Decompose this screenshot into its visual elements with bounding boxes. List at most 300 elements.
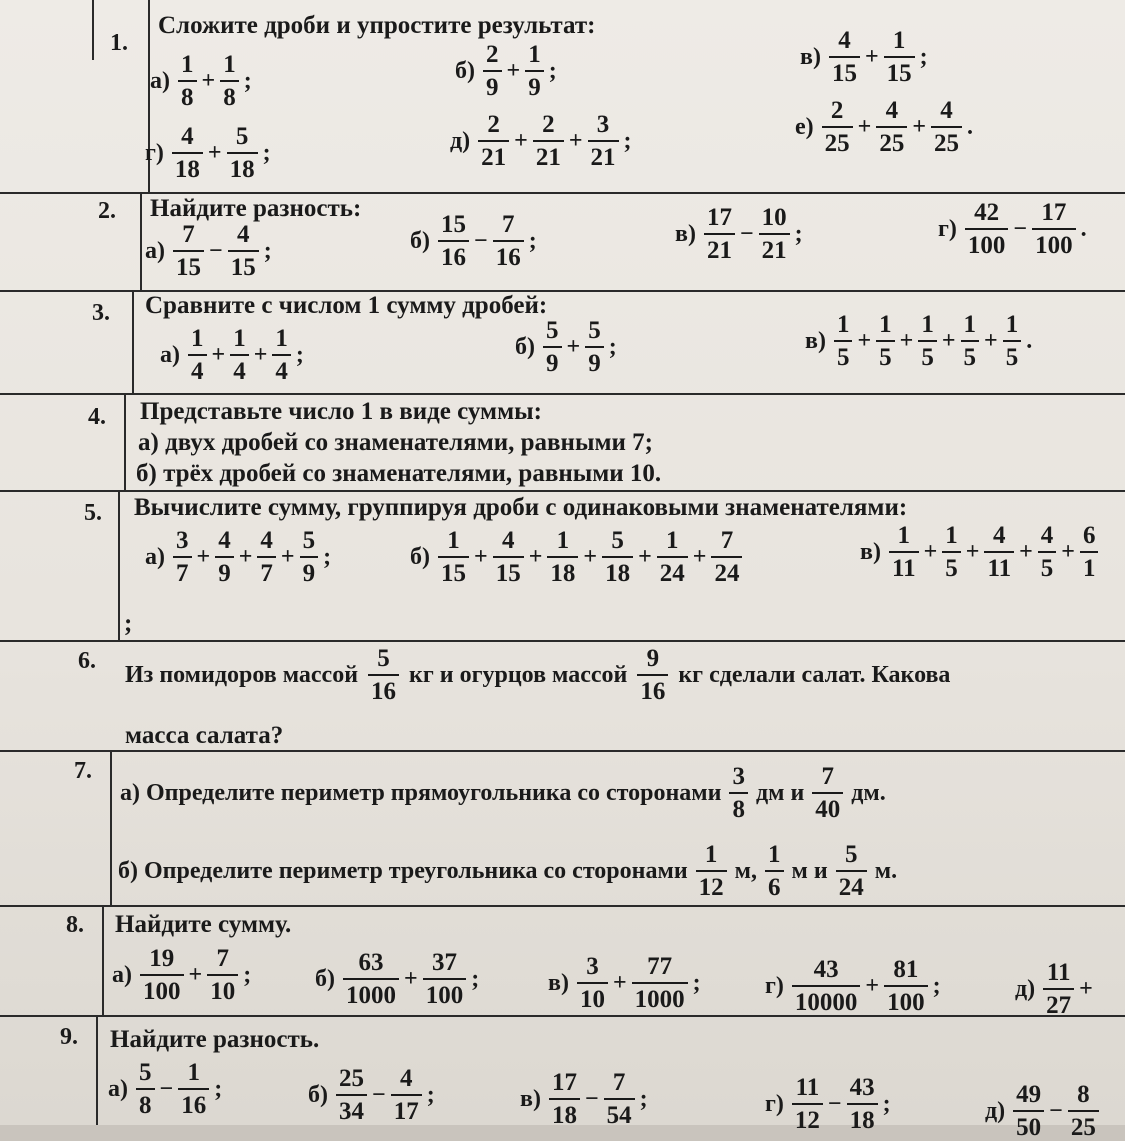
fraction-bar [525,70,544,72]
numerator: 4 [501,527,515,554]
fraction-bar [178,1088,209,1090]
fraction-bar [220,80,239,82]
problem-label: г) [145,139,164,166]
denominator: 16 [181,1092,207,1119]
numerator: 1 [666,527,679,554]
problem-label: в) [800,43,821,70]
denominator: 5 [945,555,958,582]
punctuation: ; [548,57,557,84]
numerator: 63 [358,949,384,976]
numerator: 37 [431,949,457,976]
problem-9d [985,1082,1101,1140]
denominator: 9 [486,74,499,101]
denominator: 100 [143,978,181,1005]
denominator: 16 [441,244,466,271]
fraction [1080,523,1099,581]
denominator: 5 [921,344,934,371]
problem-label: г) [765,1090,784,1117]
denominator: 18 [849,1107,875,1134]
denominator: 9 [588,350,601,377]
numerator: 2 [486,41,499,68]
fraction-bar [215,556,234,558]
problem-9b [308,1066,435,1124]
fraction [1068,1082,1099,1140]
numerator: 3 [176,527,189,554]
punctuation: ; [639,1085,648,1112]
denominator: 25 [1070,1114,1096,1141]
denominator: 15 [831,60,857,87]
fraction [215,528,234,586]
task-6-line2: масса салата? [125,722,284,749]
fraction-bar [172,152,203,154]
numerator: 17 [551,1069,577,1096]
fraction [711,528,742,586]
operator: + [253,341,268,368]
numerator: 7 [182,221,195,248]
fraction-bar [792,1103,823,1105]
fraction-bar [602,556,633,558]
numerator: 1 [275,325,288,352]
problem-label: а) [145,237,165,264]
stray-semicolon: ; [124,610,133,637]
denominator: 18 [605,560,631,587]
punctuation: ; [608,333,617,360]
task-line-a: а) двух дробей со знаменателями, равными 7; [138,429,653,456]
numerator: 1 [836,311,850,338]
numerator: 25 [339,1065,364,1092]
denominator: 10000 [794,989,858,1016]
fraction [965,200,1009,258]
denominator: 100 [967,232,1006,259]
fraction [525,42,544,100]
numerator: 4 [838,27,851,54]
denominator: 15 [886,60,912,87]
denominator: 10 [210,978,236,1005]
operator: − [1049,1097,1063,1124]
fraction [847,1075,878,1133]
problem-9v [520,1070,648,1128]
unit-text: дм и [755,779,805,806]
fraction [478,112,509,170]
problem-2g [938,200,1087,258]
task-number: 6. [78,648,96,674]
operator: − [827,1090,842,1117]
row-divider [0,1015,1125,1017]
fraction-bar [876,340,895,342]
problem-label: г) [765,972,784,999]
punctuation: . [967,113,974,140]
fraction [543,318,562,376]
fraction-bar [942,551,961,553]
denominator: 21 [761,237,787,264]
fraction [220,52,239,110]
column-divider [92,0,94,60]
denominator: 9 [546,350,559,377]
operator: + [1061,538,1075,565]
operator: + [923,538,938,565]
numerator: 19 [149,945,175,972]
punctuation: ; [794,220,803,247]
fraction [961,312,980,370]
denominator: 5 [1040,555,1054,582]
problem-label: а) [150,67,170,94]
denominator: 9 [528,74,541,101]
fraction [876,312,895,370]
denominator: 11 [987,555,1012,582]
numerator: 1 [447,527,460,554]
numerator: 2 [487,111,500,138]
fraction-bar [812,792,843,794]
fraction [1032,200,1076,258]
task-number: 8. [66,912,84,938]
fraction-bar [230,354,249,356]
problem-label: б) [315,965,335,992]
problem-2a [145,222,272,280]
punctuation: ; [528,227,537,254]
fraction [336,1066,367,1124]
punctuation: ; [426,1081,435,1108]
fraction [300,528,319,586]
denominator: 100 [1035,232,1073,259]
numerator: 17 [1041,199,1067,226]
operator: + [188,961,203,988]
denominator: 18 [174,156,200,183]
numerator: 1 [879,311,892,338]
problem-label: в) [675,220,696,247]
column-divider [102,905,104,1015]
problem-label: д) [985,1097,1006,1124]
fraction [136,1060,155,1118]
operator: + [857,327,872,354]
fraction [704,205,735,263]
denominator: 21 [590,144,616,171]
fraction-bar [549,1098,580,1100]
problem-9a [108,1060,222,1118]
fraction-bar [884,56,915,58]
problem-2b [410,212,537,270]
fraction [1043,960,1074,1018]
denominator: 16 [495,244,521,271]
column-divider [96,1015,98,1125]
fraction-bar [632,982,688,984]
problem-3v [805,312,1032,370]
fraction-bar [931,126,962,128]
fraction-bar [759,233,790,235]
numerator: 11 [1046,959,1071,986]
problem-label: а) [160,341,180,368]
numerator: 1 [528,41,541,68]
fraction-bar [961,340,980,342]
numerator: 11 [795,1074,820,1101]
denominator: 17 [393,1098,419,1125]
fraction-bar [637,674,668,676]
problem-1v [800,28,928,86]
numerator: 1 [187,1059,200,1086]
fraction [549,1070,580,1128]
problem-2v [675,205,803,263]
fraction-bar [965,228,1009,230]
numerator: 7 [216,945,229,972]
denominator: 21 [706,237,732,264]
row-divider [0,393,1125,395]
denominator: 15 [495,560,521,587]
numerator: 1 [191,325,204,352]
fraction [632,954,688,1012]
fraction [1013,1082,1044,1140]
fraction-side-2 [765,842,784,900]
fraction [604,1070,635,1128]
denominator: 100 [425,982,464,1009]
fraction-bar [438,556,469,558]
numerator: 3 [586,953,599,980]
denominator: 8 [139,1092,152,1119]
task-6-text: кг сделали салат. Какова [678,661,951,688]
fraction-bar [876,126,907,128]
fraction-bar [704,233,735,235]
fraction-bar [889,551,919,553]
problem-label: б) [308,1081,328,1108]
denominator: 18 [229,156,255,183]
fraction-side-1 [696,842,727,900]
numerator: 6 [1082,522,1096,549]
column-divider [118,490,120,640]
numerator: 4 [1040,522,1054,549]
numerator: 7 [720,527,734,554]
operator: + [857,113,872,140]
denominator: 25 [879,130,905,157]
fraction [822,98,853,156]
fraction [423,950,467,1008]
fraction-bar [711,556,742,558]
fraction [829,28,860,86]
fraction-tomatoes [368,646,399,704]
numerator: 17 [706,204,732,231]
fraction [172,124,203,182]
fraction-bar [834,340,853,342]
fraction-bar [391,1094,422,1096]
numerator: 1 [704,841,718,868]
denominator: 1000 [634,986,685,1013]
numerator: 15 [441,211,466,238]
fraction-bar [173,556,192,558]
numerator: 4 [218,527,231,554]
numerator: 4 [399,1065,413,1092]
numerator: 4 [236,221,250,248]
problem-label: а) [145,543,165,570]
denominator: 5 [879,344,892,371]
fraction-bar [1032,228,1076,230]
fraction-bar [547,556,578,558]
problem-9g [765,1075,891,1133]
fraction-bar [1043,988,1074,990]
numerator: 4 [260,527,273,554]
fraction [493,212,524,270]
fraction-bar [343,978,399,980]
numerator: 3 [732,763,745,790]
unit-text: дм. [851,779,886,806]
problem-label: д) [1015,975,1036,1002]
fraction [188,326,207,384]
punctuation: ; [214,1075,223,1102]
numerator: 5 [235,123,249,150]
denominator: 8 [223,84,236,111]
numerator: 5 [546,317,559,344]
numerator: 9 [646,645,660,672]
operator: + [474,543,488,570]
fraction-bar [478,140,509,142]
numerator: 5 [139,1059,152,1086]
numerator: 3 [596,111,610,138]
denominator: 12 [794,1107,820,1134]
fraction-bar [336,1094,367,1096]
numerator: 49 [1016,1081,1042,1108]
numerator: 77 [647,953,673,980]
operator: + [638,543,652,570]
operator: + [984,327,998,354]
fraction-bar [493,556,524,558]
fraction-bar [140,974,184,976]
fraction-cucumbers [637,646,668,704]
fraction-bar [884,985,928,987]
task-6-text: Из помидоров массой [125,661,359,688]
operator: + [506,57,521,84]
problem-label: е) [795,113,814,140]
problem-8v [548,954,701,1012]
punctuation: ; [882,1090,891,1117]
fraction [140,946,184,1004]
numerator: 7 [501,211,515,238]
task-6-line1 [125,646,950,704]
problem-label: д) [450,127,471,154]
denominator: 10 [579,986,605,1013]
fraction-bar [423,978,467,980]
fraction [588,112,619,170]
fraction [227,124,258,182]
punctuation: ; [471,965,480,992]
column-divider [110,750,112,905]
problem-label: а) [108,1075,128,1102]
punctuation: ; [919,43,928,70]
numerator: 5 [611,527,624,554]
problem-1a [150,52,252,110]
operator: − [209,237,223,264]
numerator: 4 [885,97,899,124]
punctuation: ; [243,961,252,988]
fraction-bar [1038,551,1057,553]
denominator: 100 [887,989,925,1016]
fraction [792,1075,823,1133]
denominator: 21 [481,144,507,171]
task-title: Найдите разность: [150,195,362,222]
fraction-bar [257,556,276,558]
punctuation: ; [692,969,701,996]
numerator: 4 [940,97,953,124]
fraction-side-2 [812,764,843,822]
numerator: 5 [302,527,316,554]
fraction [343,950,399,1008]
operator: + [196,543,211,570]
operator: + [207,139,222,166]
denominator: 5 [836,344,850,371]
problem-1d [450,112,632,170]
punctuation: ; [262,139,271,166]
fraction [931,98,962,156]
task-title: Сложите дроби и упростите результат: [158,12,596,39]
numerator: 81 [893,956,919,983]
fraction [483,42,502,100]
problem-8b [315,950,479,1008]
fraction-bar [368,674,399,676]
numerator: 43 [849,1074,875,1101]
task-number: 9. [60,1024,78,1050]
operator: + [566,333,581,360]
numerator: 2 [542,111,555,138]
fraction-bar [228,250,259,252]
operator: + [692,543,707,570]
problem-5b [410,528,744,586]
numerator: 1 [945,522,958,549]
task-number: 1. [110,30,128,56]
fraction [173,528,192,586]
operator: + [965,538,980,565]
denominator: 15 [176,254,201,281]
operator: + [201,67,216,94]
numerator: 1 [768,841,781,868]
fraction-bar [227,152,258,154]
fraction [759,205,790,263]
denominator: 40 [815,796,841,823]
fraction [228,222,259,280]
punctuation: ; [263,237,272,264]
fraction-bar [272,354,291,356]
operator: + [404,965,418,992]
problem-label: б) [410,543,430,570]
fraction [884,28,915,86]
fraction [173,222,204,280]
task-title: Вычислите сумму, группируя дроби с одинаковыми знаменателями: [134,494,908,521]
fraction-bar [543,346,562,348]
problem-label: а) [112,961,132,988]
problem-8a [112,946,251,1004]
fraction-bar [1003,340,1022,342]
fraction [942,523,961,581]
fraction-bar [657,556,688,558]
denominator: 8 [181,84,194,111]
problem-3b [515,318,617,376]
denominator: 9 [218,560,231,587]
operator: − [584,1085,599,1112]
column-divider [124,393,126,490]
fraction-bar [822,126,853,128]
denominator: 34 [339,1098,364,1125]
denominator: 6 [768,874,781,901]
numerator: 1 [897,522,911,549]
fraction [438,212,469,270]
fraction [1038,523,1057,581]
operator: + [941,327,956,354]
operator: + [583,543,598,570]
fraction [438,528,469,586]
denominator: 24 [838,874,864,901]
operator: + [211,341,226,368]
problem-5v [860,523,1100,581]
punctuation: ; [623,127,632,154]
fraction-bar [483,70,502,72]
fraction-bar [585,346,604,348]
fraction [884,957,928,1015]
task-number: 2. [98,198,116,224]
fraction [889,523,919,581]
